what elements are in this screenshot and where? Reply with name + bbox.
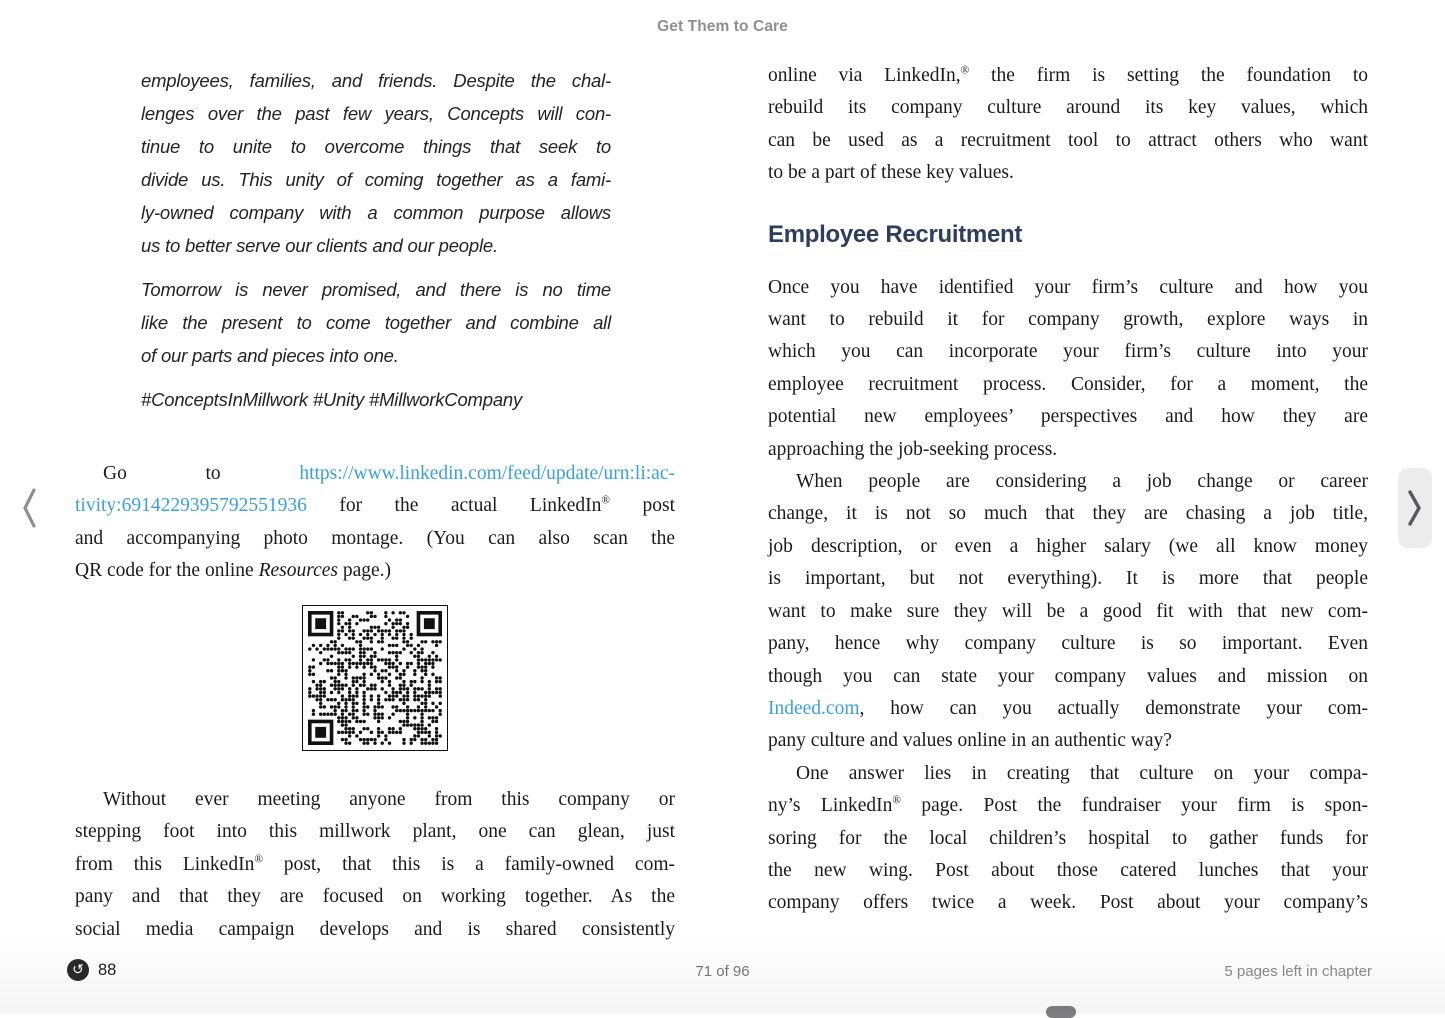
- text-line: employee recruitment process. Consider, for a moment, the: [768, 373, 1368, 395]
- text-line: Indeed.com, how can you actually demonstrate your com-: [768, 697, 1368, 719]
- hyperlink[interactable]: https://www.linkedin.com/feed/update/urn:li:ac-: [299, 463, 675, 484]
- chevron-right-icon: [1407, 488, 1423, 528]
- text-line: want to make sure they will be a good fit with that new com-: [768, 600, 1368, 622]
- text-line: stepping foot into this millwork plant, one can glean, just: [75, 821, 675, 843]
- text-line: like the present to come together and combine all: [141, 312, 611, 333]
- recruitment-paragraph-1: [768, 272, 1368, 466]
- quote-paragraph-2: [141, 273, 611, 372]
- text-line: pany and that they are focused on working together. As the: [75, 886, 675, 908]
- text-line: tivity:6914229395792551936 for the actual LinkedIn® post: [75, 494, 675, 517]
- text-line: social media campaign develops and is shared consistently: [75, 918, 675, 940]
- qr-code: [302, 605, 448, 751]
- text-line: pany culture and values online in an authentic way?: [768, 730, 1172, 752]
- pages-left-label: 5 pages left in chapter: [1224, 963, 1372, 980]
- recruitment-paragraph-3: [768, 758, 1368, 920]
- back-page-number: 88: [98, 960, 117, 979]
- text-line: approaching the job-seeking process.: [768, 438, 1058, 460]
- text-line: though you can state your company values and mission on: [768, 665, 1368, 687]
- continuation-paragraph: [768, 60, 1368, 190]
- qr-code-container: [75, 605, 675, 756]
- text-line: online via LinkedIn,® the firm is setting the foundation to: [768, 64, 1368, 86]
- goto-link-paragraph: [75, 458, 675, 588]
- section-heading: Employee Recruitment: [768, 220, 1023, 248]
- hyperlink[interactable]: tivity:6914229395792551936: [75, 495, 307, 517]
- page-scrubber-thumb[interactable]: [1046, 1006, 1076, 1018]
- qr-code-svg: [308, 611, 442, 745]
- next-page-button[interactable]: [1398, 468, 1432, 548]
- text-line: ny’s LinkedIn® page. Post the fundraiser your firm is spon-: [768, 794, 1369, 817]
- text-line: want to rebuild it for company growth, explore ways in: [768, 309, 1368, 331]
- text-line: is important, but not everything). It is more that people: [768, 568, 1368, 590]
- text-line: Once you have identified your firm’s culture and how you: [768, 276, 1368, 298]
- text-line: from this LinkedIn® post, that this is a family-owned com-: [75, 853, 675, 875]
- text-line: ly-owned company with a common purpose allows: [141, 202, 611, 223]
- hashtags-line: [141, 383, 611, 416]
- text-line: soring for the local children’s hospital to gather funds for: [768, 827, 1368, 849]
- text-line: Tomorrow is never promised, and there is no time: [141, 279, 611, 300]
- text-line: potential new employees’ perspectives and how they are: [768, 406, 1368, 428]
- text-line: change, it is not so much that they are chasing a job title,: [768, 503, 1368, 525]
- text-line: When people are considering a job change or career: [796, 471, 1368, 493]
- text-line: to be a part of these key values.: [768, 162, 1014, 184]
- text-line: QR code for the online Resources page.): [75, 560, 392, 582]
- text-line: divide us. This unity of coming together as a fami-: [141, 169, 611, 190]
- hyperlink[interactable]: Indeed.com: [768, 697, 860, 719]
- text-line: tinue to unite to overcome things that seek to: [141, 136, 611, 157]
- text-line: and accompanying photo montage. (You can also scan the: [75, 527, 675, 549]
- text-line: us to better serve our clients and our people.: [141, 235, 498, 256]
- recruitment-paragraph-2: [768, 466, 1368, 758]
- text-line: of our parts and pieces into one.: [141, 345, 399, 366]
- page-position-label: 71 of 96: [695, 963, 750, 980]
- text-line: pany, hence why company culture is so important. Even: [768, 633, 1368, 655]
- text-line: company offers twice a week. Post about your company’s: [768, 892, 1368, 914]
- text-line: One answer lies in creating that culture on your compa-: [796, 762, 1368, 784]
- chevron-left-icon: [20, 486, 38, 530]
- running-title: Get Them to Care: [657, 18, 788, 35]
- previous-page-button[interactable]: [17, 484, 41, 532]
- undo-arrow-icon: ↺: [67, 959, 89, 981]
- text-line: employees, families, and friends. Despite the chal-: [141, 70, 611, 91]
- text-line: can be used as a recruitment tool to attract others who want: [768, 129, 1368, 151]
- text-line: Without ever meeting anyone from this company or: [103, 789, 675, 811]
- text-line: lenges over the past few years, Concepts will con-: [141, 103, 611, 124]
- left-page-column: [75, 60, 675, 946]
- text-line: job description, or even a higher salary (we all know money: [768, 535, 1368, 557]
- text-line: rebuild its company culture around its key values, which: [768, 97, 1368, 119]
- text-line: which you can incorporate your firm’s culture into your: [768, 341, 1368, 363]
- left-body-paragraph: [75, 784, 675, 946]
- right-page-column: [768, 60, 1368, 920]
- text-line: #ConceptsInMillwork #Unity #MillworkCompany: [141, 389, 523, 410]
- text-line: Go to https://www.linkedin.com/feed/update/urn:li:ac-: [103, 463, 675, 484]
- text-line: the new wing. Post about those catered lunches that your: [768, 859, 1368, 881]
- quote-paragraph-1: [141, 64, 611, 262]
